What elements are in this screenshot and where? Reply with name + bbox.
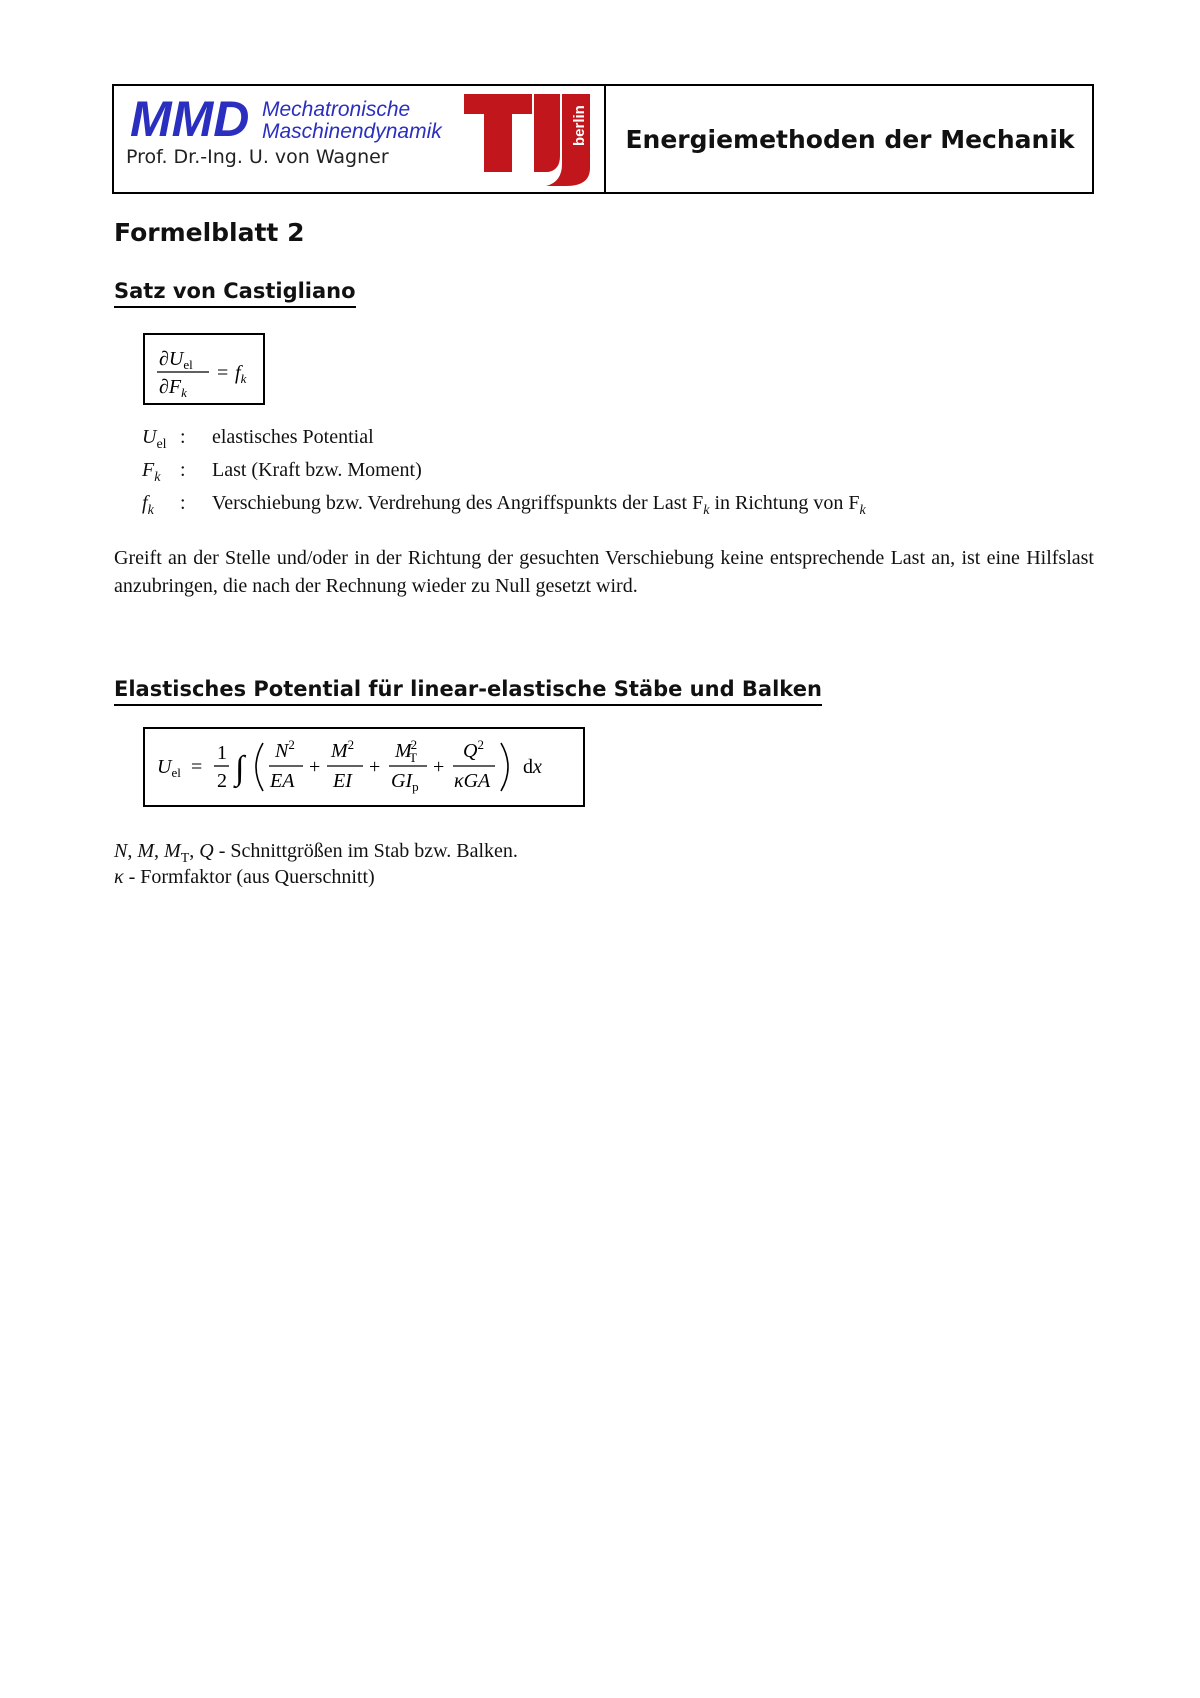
svg-text:berlin: berlin	[571, 105, 588, 146]
definition-text: Verschiebung bzw. Verdrehung des Angriffspunkts der Last $F_k$ in Richtung von $F_k$	[212, 492, 866, 518]
svg-text:∂Fk: $\partial F_k$	[159, 376, 187, 400]
svg-text:∂Uel: $\partial U_{el}$	[159, 348, 193, 372]
svg-text:∫: ∫	[235, 750, 245, 787]
svg-text:dx: dx	[523, 756, 542, 778]
svg-text:+: +	[369, 756, 381, 778]
definition-separator: :	[180, 426, 186, 448]
potential-formula	[143, 727, 585, 807]
svg-text:=: =	[217, 362, 229, 384]
svg-text:+: +	[309, 756, 321, 778]
svg-text:Q2: $Q^2$	[463, 737, 484, 762]
svg-text:Maschinendynamik: Maschinendynamik	[262, 120, 442, 143]
mmd-logo	[130, 92, 460, 152]
svg-text:N2: $N^2$	[275, 737, 295, 762]
svg-text:Uel: $U_{el}$	[157, 756, 181, 780]
svg-text:GIp: $GI_p$	[391, 770, 419, 794]
svg-text:EA: EA	[270, 770, 295, 792]
svg-text:1: 1	[217, 742, 227, 764]
svg-text:M2T: M2 T	[395, 737, 418, 765]
svg-text:EI: EI	[333, 770, 352, 792]
note-form-factor: κ - Formfaktor (aus Querschnitt)	[114, 866, 375, 888]
definition-symbol: $F_k$	[142, 459, 161, 485]
svg-text:=: =	[191, 756, 203, 778]
definition-separator: :	[180, 459, 186, 481]
document-header	[112, 84, 1094, 194]
definition-symbol: $f_k$	[142, 492, 154, 518]
tu-berlin-logo	[462, 94, 594, 186]
course-title: Energiemethoden der Mechanik	[625, 124, 1075, 154]
section-heading-potential: Elastisches Potential für linear-elastische Stäbe und Balken	[114, 677, 822, 706]
hint-paragraph: Greift an der Stelle und/oder in der Richtung der gesuchten Verschiebung keine entsprechende Last an, ist eine Hilfslast anzubringen, die nach der Rechnung wieder zu Null gesetzt wird.	[114, 547, 1094, 597]
svg-text:+: +	[433, 756, 445, 778]
svg-text:MMD: MMD	[130, 92, 250, 147]
castigliano-formula	[143, 333, 265, 405]
svg-text:M2: $M^2$	[331, 737, 355, 762]
page-title: Formelblatt 2	[114, 218, 305, 247]
definition-separator: :	[180, 492, 186, 514]
svg-text:2: 2	[217, 770, 227, 792]
svg-text:κGA: κGA	[454, 770, 491, 792]
definition-text: Last (Kraft bzw. Moment)	[212, 459, 422, 481]
section-heading-castigliano: Satz von Castigliano	[114, 279, 356, 308]
definition-symbol: $U_{el}$	[142, 426, 167, 452]
svg-text:Mechatronische: Mechatronische	[262, 98, 411, 121]
professor-name: Prof. Dr.-Ing. U. von Wagner	[126, 146, 389, 168]
svg-text:fk: $f_k$	[235, 362, 247, 386]
note-internal-forces: N, M, $M_T$, Q - Schnittgrößen im Stab bzw. Balken.	[114, 840, 518, 866]
definition-text: elastisches Potential	[212, 426, 374, 448]
